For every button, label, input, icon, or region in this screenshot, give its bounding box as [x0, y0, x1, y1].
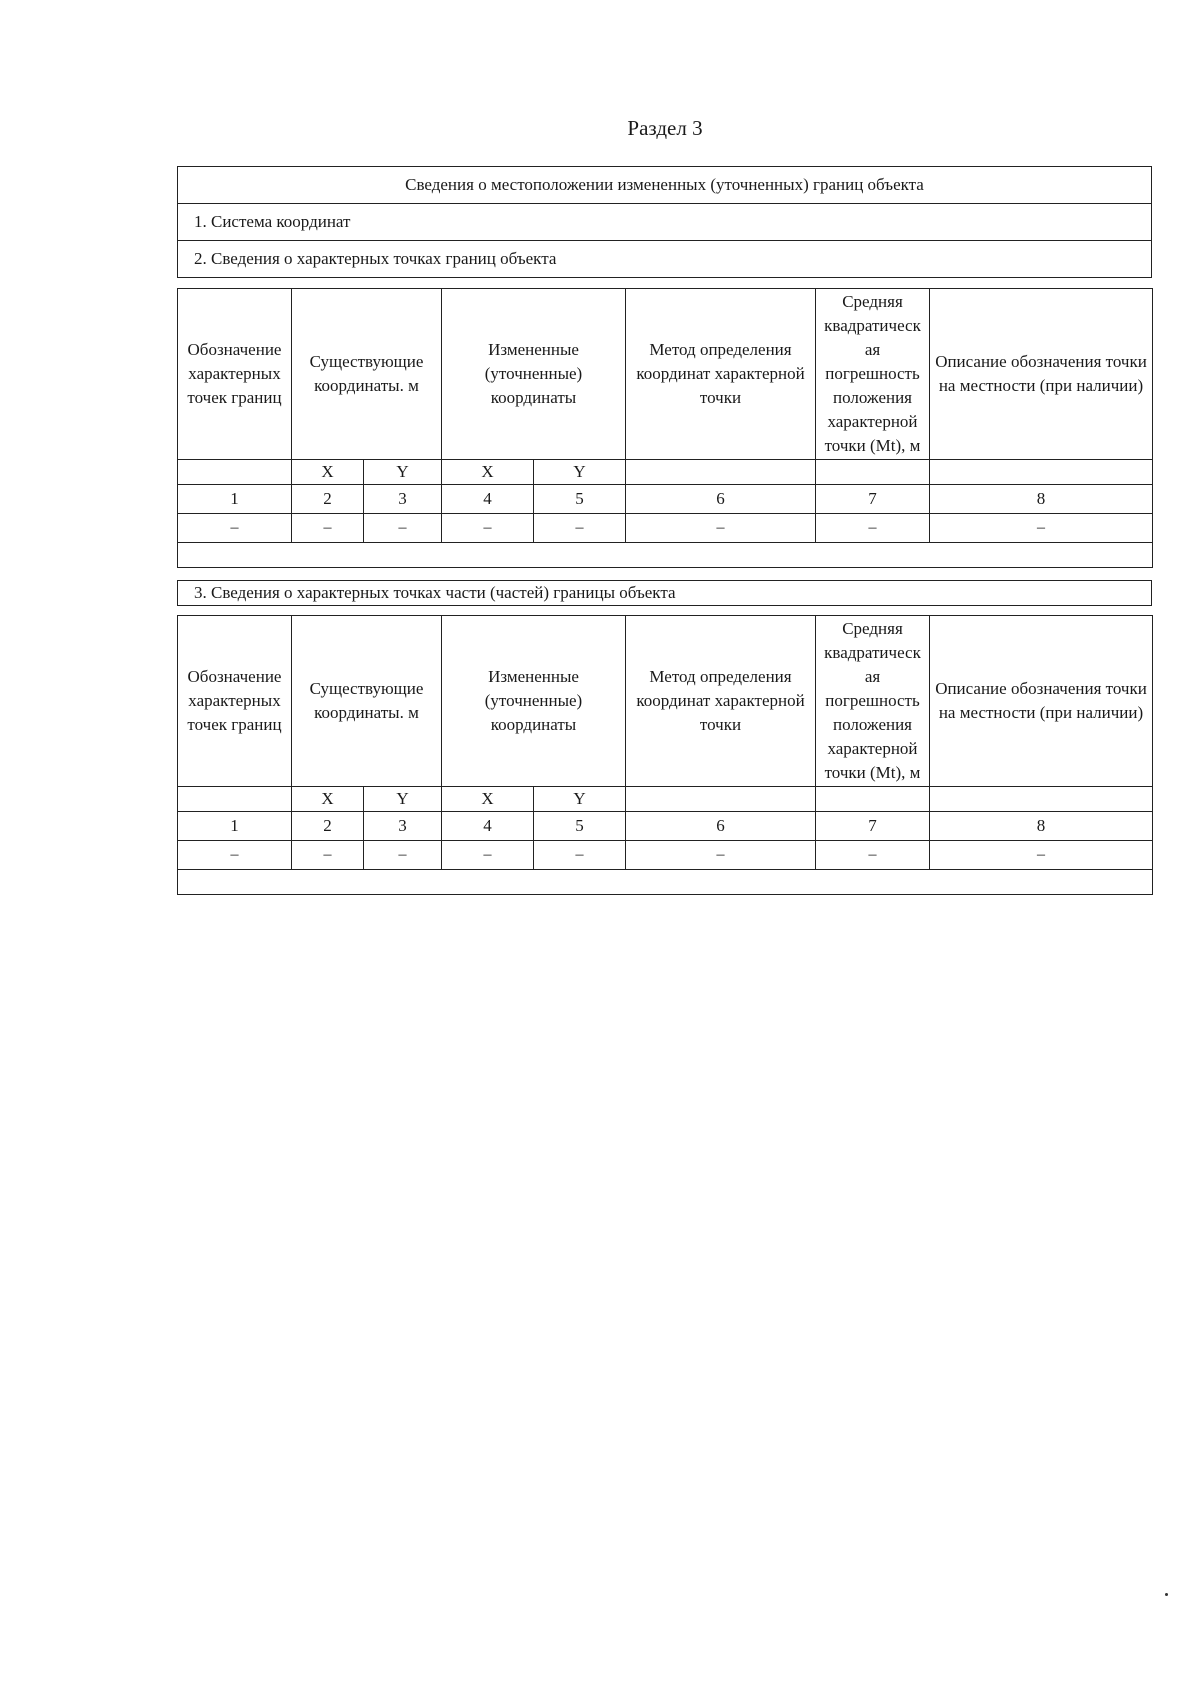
section-title: Раздел 3 [627, 116, 703, 140]
column-number: 3 [364, 812, 442, 841]
header-method: Метод определения координат характерной точки [626, 289, 816, 460]
header-description: Описание обозначения точки на местности (при наличии) [930, 289, 1153, 460]
column-number: 2 [292, 812, 364, 841]
header-existing-coords: Существующие координаты. м [292, 616, 442, 787]
table-cell: – [178, 514, 292, 543]
table-cell: – [534, 841, 626, 870]
column-number: 3 [364, 485, 442, 514]
column-number: 5 [534, 485, 626, 514]
subheader-empty [626, 460, 816, 485]
blank-row [178, 870, 1153, 895]
subheader-empty [816, 460, 930, 485]
column-number: 7 [816, 485, 930, 514]
table-cell: – [292, 841, 364, 870]
column-number: 5 [534, 812, 626, 841]
info-table [177, 166, 1152, 278]
column-number: 4 [442, 812, 534, 841]
header-point-designation: Обозначение характерных точек границ [178, 289, 292, 460]
subheader-y: Y [364, 787, 442, 812]
header-description: Описание обозначения точки на местности (при наличии) [930, 616, 1153, 787]
subheader-x: X [292, 460, 364, 485]
part-boundary-points-table [177, 615, 1153, 895]
subheader-empty [930, 460, 1153, 485]
subheader-empty [930, 787, 1153, 812]
info-title: Сведения о местоположении измененных (уточненных) границ объекта [178, 167, 1152, 204]
table-cell: – [178, 841, 292, 870]
column-number: 1 [178, 812, 292, 841]
subheader-empty [178, 460, 292, 485]
table-cell: – [930, 514, 1153, 543]
scan-speck [1165, 1593, 1168, 1596]
subheader-empty [626, 787, 816, 812]
column-number: 7 [816, 812, 930, 841]
subheader-x: X [442, 787, 534, 812]
column-number: 1 [178, 485, 292, 514]
table-cell: – [442, 514, 534, 543]
blank-row [178, 543, 1153, 568]
table-cell: – [626, 514, 816, 543]
table-cell: – [930, 841, 1153, 870]
subheader-y: Y [364, 460, 442, 485]
header-mean-error: Средняя квадратическ ая погрешность положения характерной точки (Mt), м [816, 289, 930, 460]
header-changed-coords: Измененные (уточненные) координаты [442, 616, 626, 787]
part-points-title: 3. Сведения о характерных точках части (частей) границы объекта [177, 580, 1152, 606]
table-cell: – [292, 514, 364, 543]
table-cell: – [816, 841, 930, 870]
header-method: Метод определения координат характерной точки [626, 616, 816, 787]
header-changed-coords: Измененные (уточненные) координаты [442, 289, 626, 460]
column-number: 6 [626, 485, 816, 514]
table-cell: – [534, 514, 626, 543]
table-cell: – [364, 514, 442, 543]
column-number: 8 [930, 812, 1153, 841]
table-cell: – [442, 841, 534, 870]
subheader-empty [816, 787, 930, 812]
subheader-empty [178, 787, 292, 812]
column-number: 6 [626, 812, 816, 841]
table-cell: – [364, 841, 442, 870]
column-number: 2 [292, 485, 364, 514]
header-mean-error: Средняя квадратическ ая погрешность положения характерной точки (Mt), м [816, 616, 930, 787]
subheader-y: Y [534, 460, 626, 485]
subheader-x: X [442, 460, 534, 485]
column-number: 8 [930, 485, 1153, 514]
table-cell: – [626, 841, 816, 870]
subheader-y: Y [534, 787, 626, 812]
coordinate-system-row: 1. Система координат [178, 204, 1152, 241]
header-point-designation: Обозначение характерных точек границ [178, 616, 292, 787]
header-existing-coords: Существующие координаты. м [292, 289, 442, 460]
boundary-points-table [177, 288, 1153, 568]
column-number: 4 [442, 485, 534, 514]
table-cell: – [816, 514, 930, 543]
subheader-x: X [292, 787, 364, 812]
boundary-points-row: 2. Сведения о характерных точках границ объекта [178, 241, 1152, 278]
